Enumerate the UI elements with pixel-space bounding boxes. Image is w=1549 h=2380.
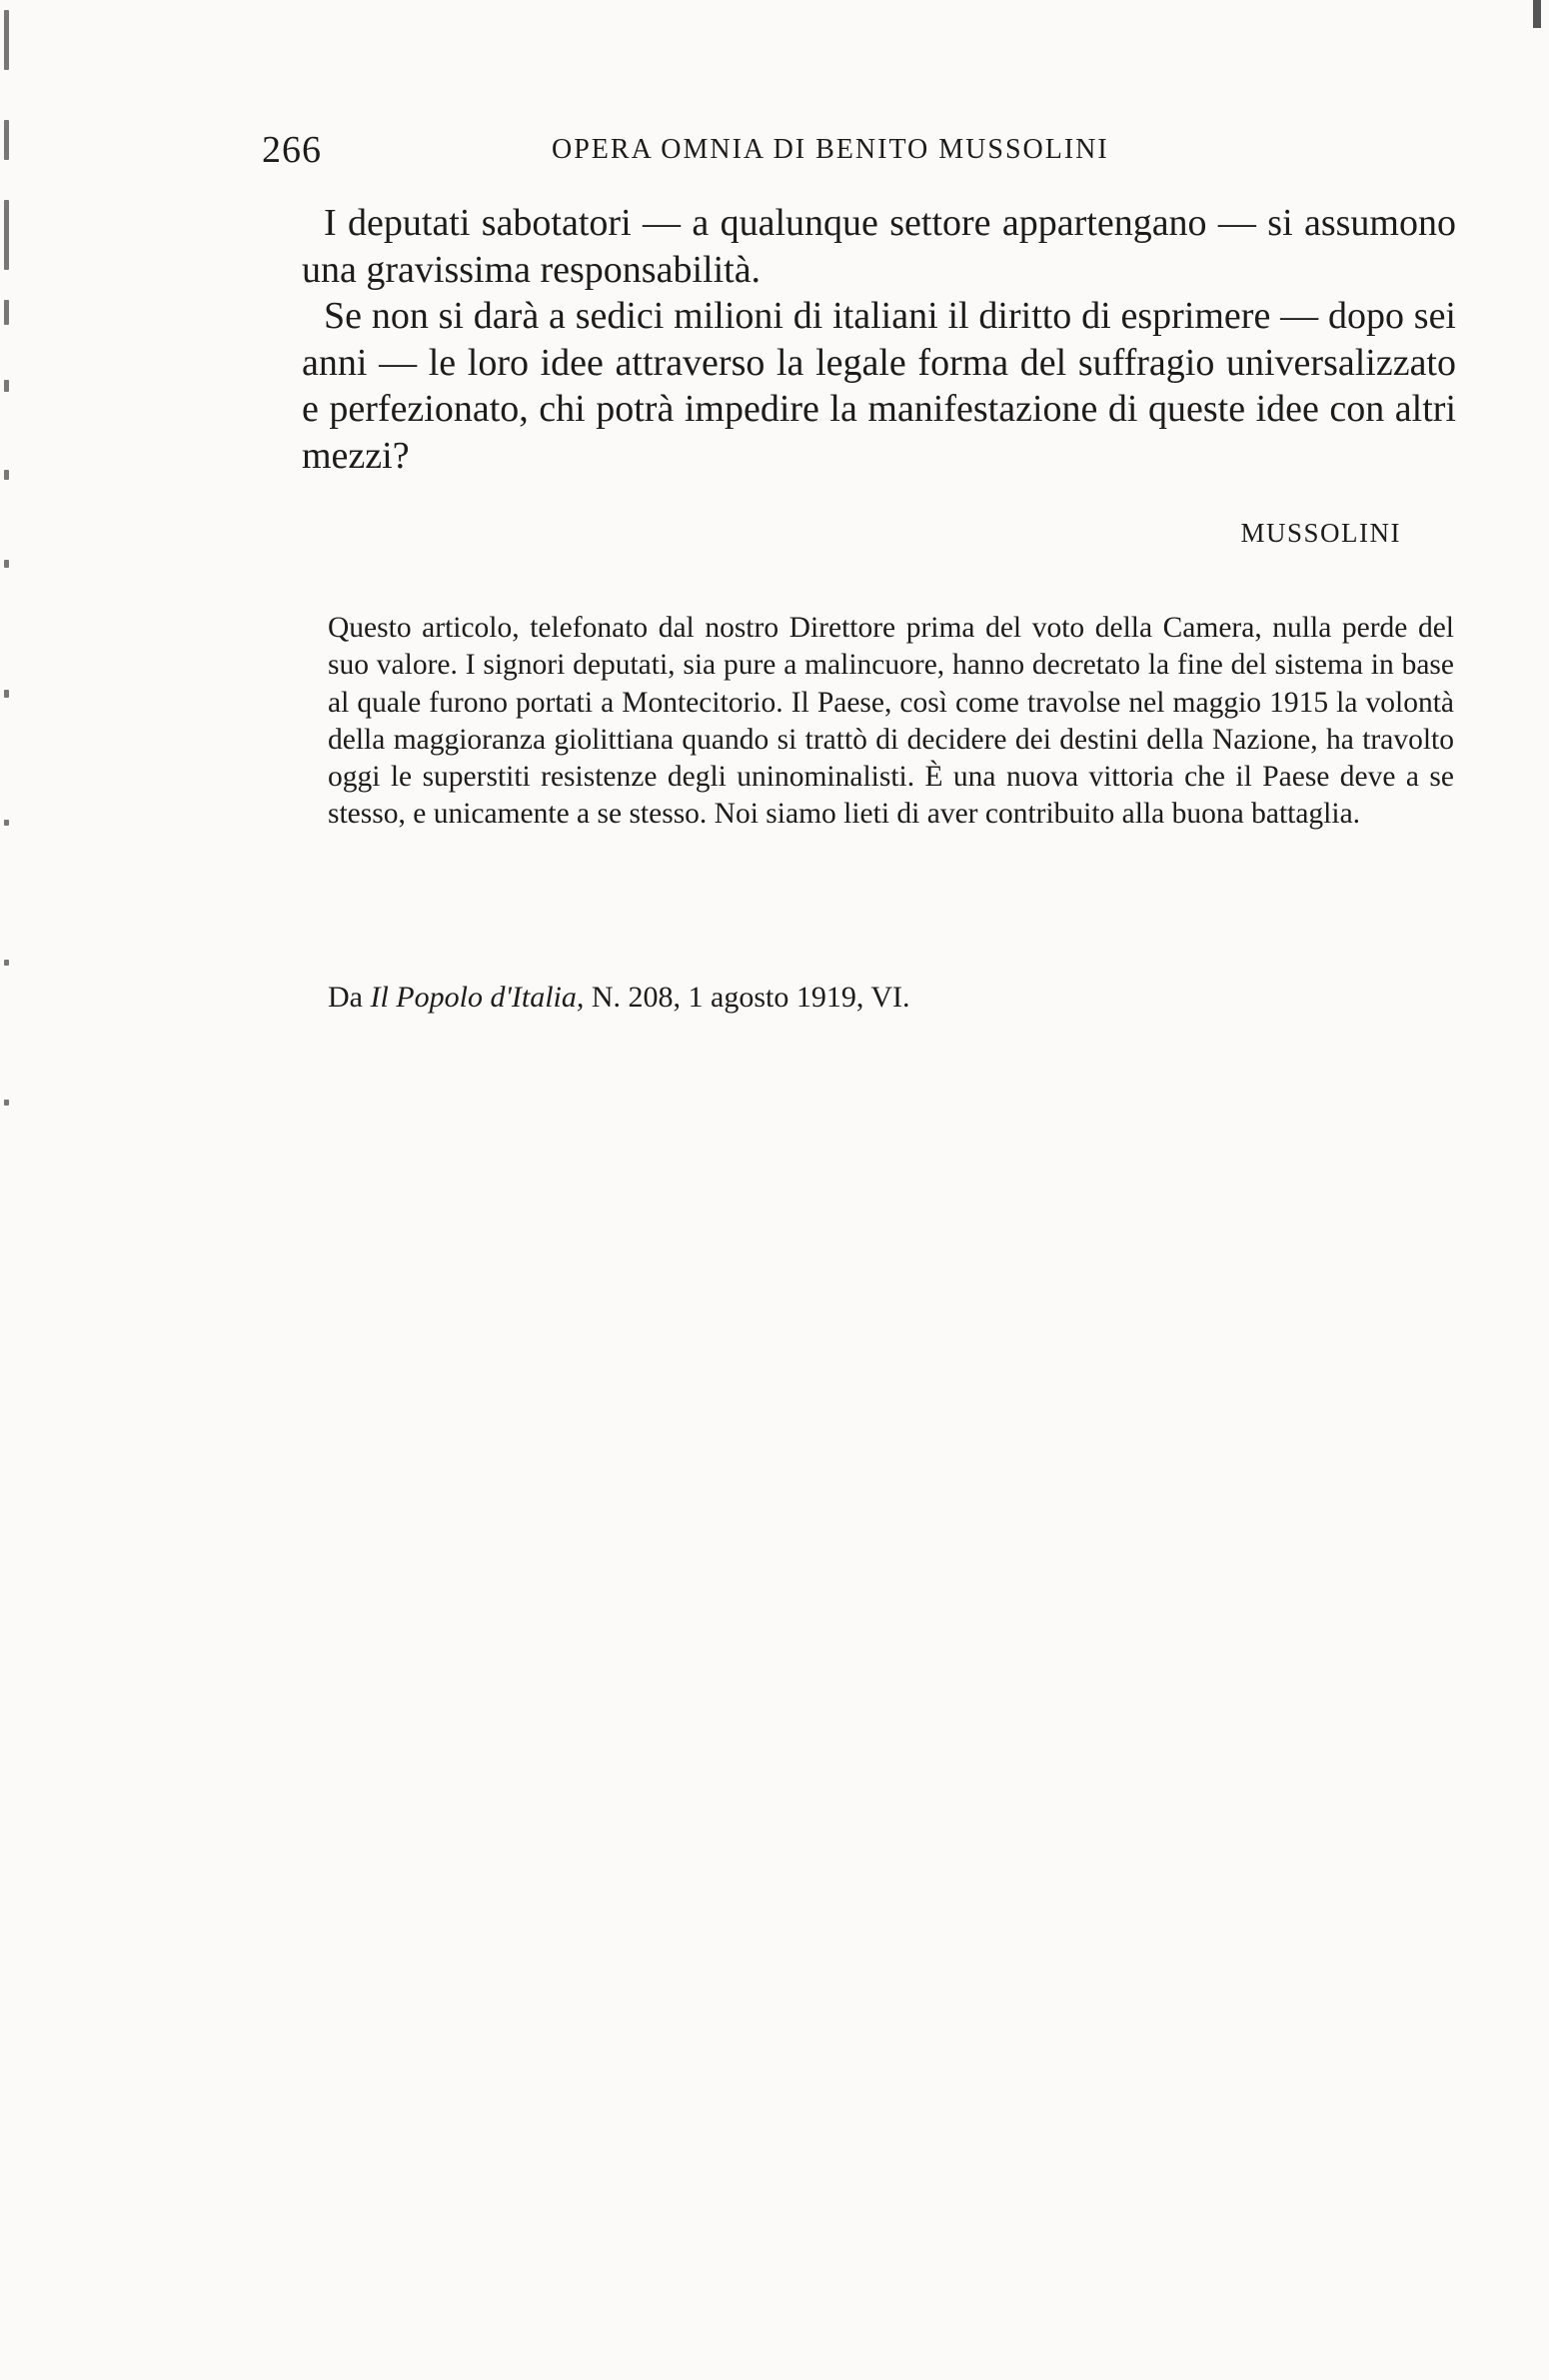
source-details: N. 208, 1 agosto 1919, VI.: [584, 981, 910, 1014]
editorial-note: [328, 610, 1454, 834]
running-header: [262, 128, 1457, 174]
page-number: 266: [262, 129, 322, 171]
scan-corner-mark: [1533, 0, 1541, 28]
publication-title: Il Popolo d'Italia,: [370, 981, 585, 1014]
source-prefix: Da: [328, 981, 371, 1014]
source-citation: [328, 978, 910, 1018]
main-text: [302, 200, 1456, 479]
author-signature: MUSSOLINI: [1240, 518, 1401, 548]
paragraph: Se non si darà a sedici milioni di italiani il diritto di esprimere — dopo sei anni — le loro idee attraverso la legale forma del suffragio universalizzato e perfezionato, chi potrà impedire la manifestazione di queste idee con altri mezzi?: [302, 295, 1456, 477]
scan-edge-marks: [0, 0, 20, 1199]
note-paragraph: Questo articolo, telefonato dal nostro Direttore prima del voto della Camera, nulla perde del suo valore. I signori deputati, sia pure a malincuore, hanno decretato la fine del sistema in base al quale furono portati a Montecitorio. Il Paese, così come travolse nel maggio 1915 la volontà della maggioranza giolittiana quando si trattò di decidere dei destini della Nazione, ha travolto oggi le superstiti resistenze degli uninominalisti. È una nuova vittoria che il Paese deve a se stesso, e unicamente a se stesso. Noi siamo lieti di aver contribuito alla buona battaglia.: [328, 612, 1454, 831]
header-title: OPERA OMNIA DI BENITO MUSSOLINI: [552, 134, 1109, 165]
paragraph: I deputati sabotatori — a qualunque settore appartengano — si assumono una gravissima responsabilità.: [302, 202, 1456, 291]
